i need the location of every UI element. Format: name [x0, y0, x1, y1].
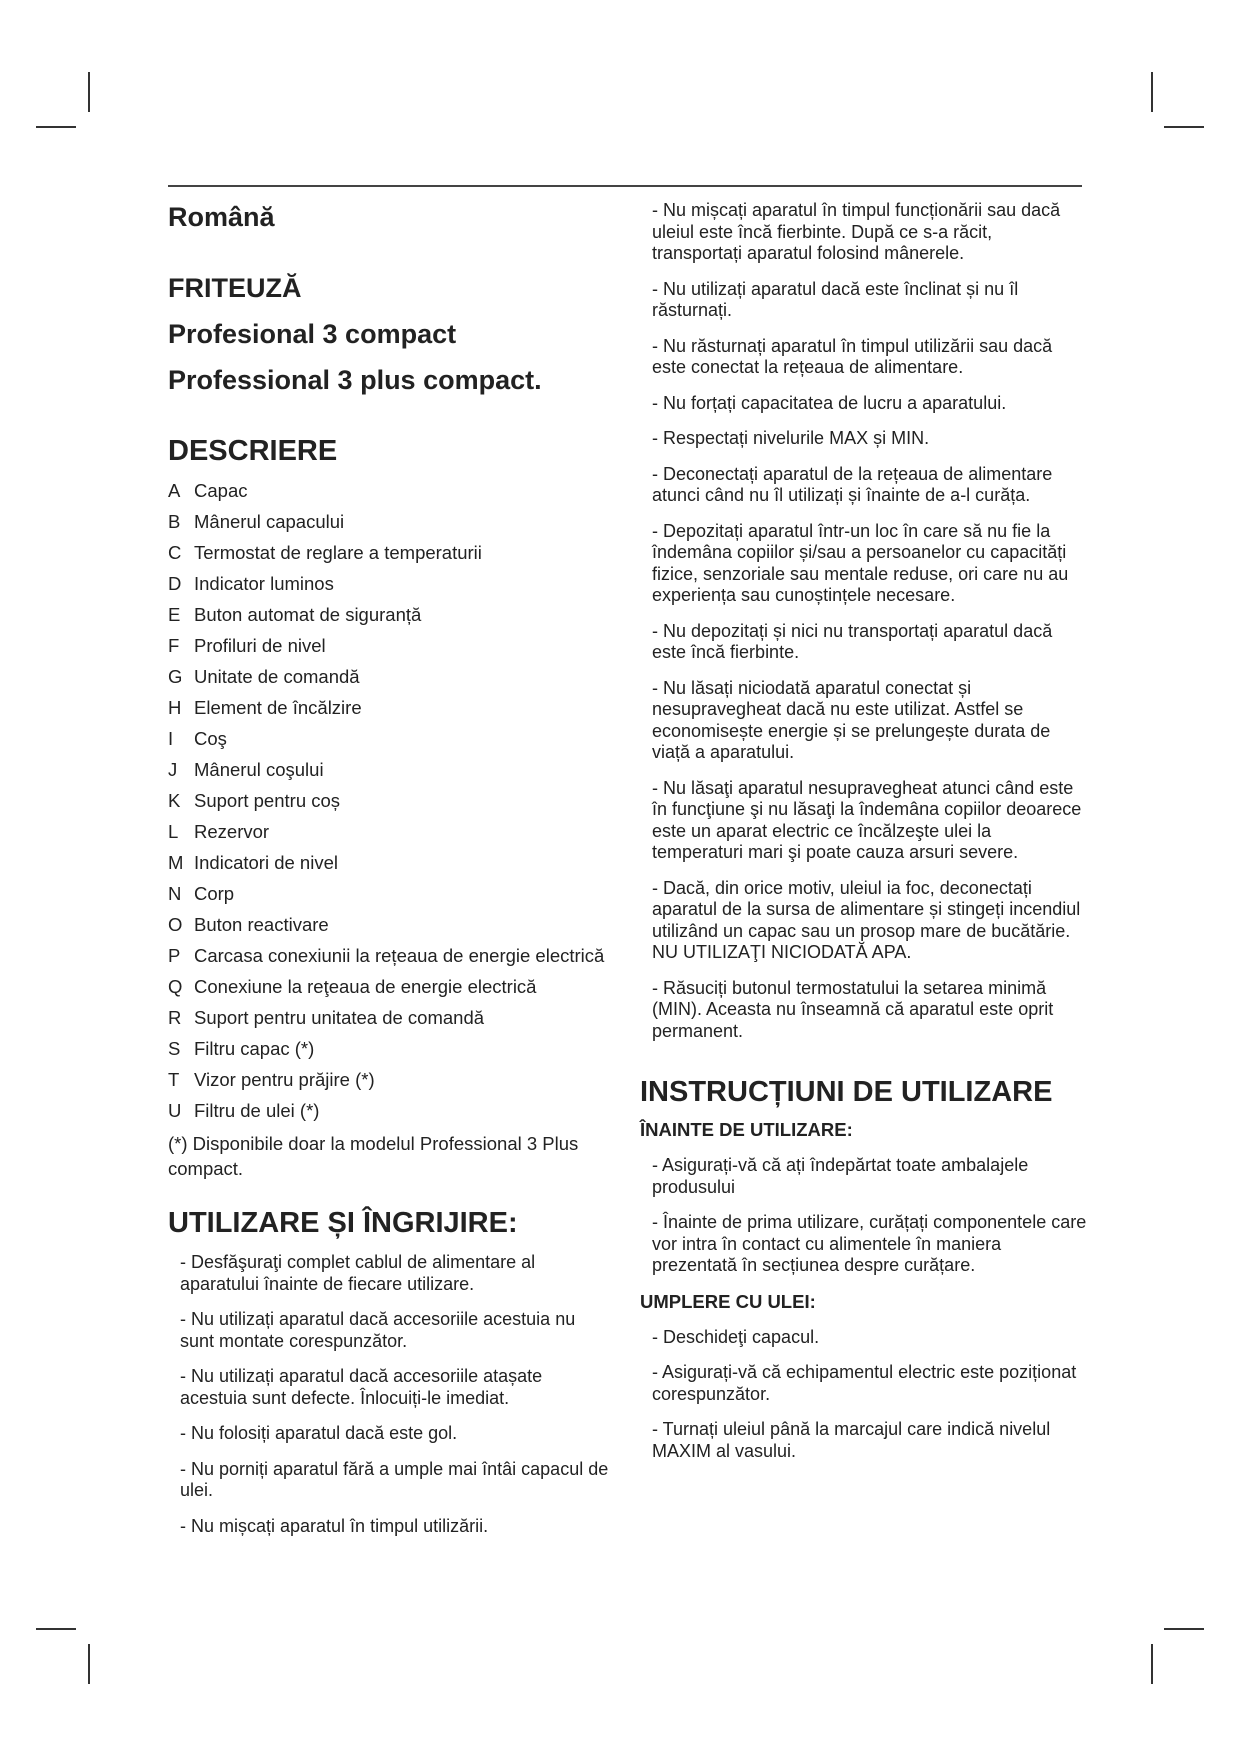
- bullet-item: - Deconectați aparatul de la rețeaua de alimentare atunci când nu îl utilizați și înainte de a-l curăța.: [652, 463, 1053, 505]
- description-item-text: Coş: [194, 728, 227, 749]
- description-item: [168, 945, 613, 966]
- description-item-letter: E: [168, 604, 181, 625]
- description-item: [168, 883, 613, 904]
- bullet-item: - Răsuciți butonul termostatului la setarea minimă (MIN). Aceasta nu înseamnă că aparatul este oprit permanent.: [652, 977, 1054, 1041]
- description-item-letter: I: [168, 728, 174, 749]
- bullet-item: - Asigurați-vă că echipamentul electric este poziționat corespunzător.: [652, 1362, 1077, 1404]
- description-item-letter: B: [168, 511, 181, 532]
- crop-mark: [1151, 72, 1153, 112]
- description-item: [168, 728, 613, 749]
- oil-fill-list: [642, 1327, 1087, 1463]
- crop-mark: [1164, 1628, 1204, 1630]
- crop-mark: [1151, 1644, 1153, 1684]
- usage-left-list: [168, 1252, 613, 1537]
- bullet-item: - Nu mișcați aparatul în timpul funcționării sau dacă uleiul este încă fierbinte. După ce s-a răcit, transportați aparatul folosind mânerele.: [652, 200, 1061, 263]
- description-item-text: Buton automat de siguranță: [194, 604, 422, 625]
- description-item-text: Filtru de ulei (*): [194, 1100, 320, 1121]
- description-item: [168, 573, 613, 594]
- instructions-heading: INSTRUCȚIUNI DE UTILIZARE: [640, 1076, 1053, 1108]
- description-item: [168, 697, 613, 718]
- description-item-text: Rezervor: [194, 821, 270, 842]
- bullet-item: - Nu depozitați și nici nu transportați aparatul dacă este încă fierbinte.: [652, 620, 1053, 662]
- description-item: [168, 604, 613, 625]
- description-item-letter: F: [168, 635, 180, 656]
- description-item-letter: J: [168, 759, 178, 780]
- oil-fill-heading: UMPLERE CU ULEI:: [640, 1290, 816, 1312]
- bullet-item: - Asigurați-vă că ați îndepărtat toate ambalajele produsului: [652, 1155, 1029, 1197]
- description-item-letter: S: [168, 1038, 181, 1059]
- bullet-item: - Nu folosiți aparatul dacă este gol.: [180, 1423, 458, 1443]
- description-item-text: Indicatori de nivel: [194, 852, 338, 873]
- before-use-list: [642, 1155, 1087, 1277]
- description-item: [168, 480, 613, 501]
- description-item-text: Indicator luminos: [194, 573, 334, 594]
- usage-right-list: [642, 200, 1087, 1042]
- description-list: [168, 480, 613, 1121]
- right-column: [642, 200, 1087, 1476]
- description-item: [168, 852, 613, 873]
- description-item: [168, 542, 613, 563]
- description-item: [168, 635, 613, 656]
- description-item-letter: P: [168, 945, 181, 966]
- description-item-text: Mânerul coşului: [194, 759, 324, 780]
- description-item-letter: R: [168, 1007, 182, 1028]
- description-item-text: Corp: [194, 883, 235, 904]
- description-item: [168, 759, 613, 780]
- product-model-1: Profesional 3 compact: [168, 319, 457, 349]
- crop-mark: [36, 126, 76, 128]
- description-item-letter: O: [168, 914, 183, 935]
- description-item: [168, 1038, 613, 1059]
- header-rule: [168, 185, 1082, 187]
- language-heading: Română: [168, 202, 275, 232]
- description-item-letter: L: [168, 821, 179, 842]
- description-item: [168, 1100, 613, 1121]
- product-type: FRITEUZĂ: [168, 273, 302, 303]
- bullet-item: - Dacă, din orice motiv, uleiul ia foc, deconectați aparatul de la sursa de alimentare și stingeți incendiul utilizând un capac sau un prosop mare de bucătărie. NU UTILIZAŢI NICIODATĂ APA.: [652, 877, 1081, 962]
- description-item-letter: T: [168, 1069, 180, 1090]
- description-item: [168, 1007, 613, 1028]
- bullet-item: - Nu utilizați aparatul dacă este înclinat și nu îl răsturnați.: [652, 278, 1019, 320]
- crop-mark: [1164, 126, 1204, 128]
- usage-heading: UTILIZARE ȘI ÎNGRIJIRE:: [168, 1207, 518, 1239]
- bullet-item: - Nu porniți aparatul fără a umple mai întâi capacul de ulei.: [180, 1458, 609, 1500]
- bullet-item: - Nu utilizați aparatul dacă accesoriile acestuia nu sunt montate corespunzător.: [180, 1309, 576, 1351]
- bullet-item: - Depozitați aparatul într-un loc în care să nu fie la îndemâna copiilor și/sau a persoanelor cu capacități fizice, senzoriale sau mentale reduse, ori care nu au experiența sau cunoștințele necesare.: [652, 520, 1069, 605]
- crop-mark: [88, 1644, 90, 1684]
- description-item-letter: H: [168, 697, 182, 718]
- description-item-letter: U: [168, 1100, 182, 1121]
- description-item: [168, 821, 613, 842]
- product-model-2: Professional 3 plus compact.: [168, 365, 542, 395]
- description-item: [168, 914, 613, 935]
- description-item-letter: K: [168, 790, 181, 811]
- description-heading: DESCRIERE: [168, 435, 338, 467]
- bullet-item: - Respectați nivelurile MAX și MIN.: [652, 428, 930, 448]
- description-item-text: Unitate de comandă: [194, 666, 360, 687]
- description-item-letter: Q: [168, 976, 183, 997]
- description-item-letter: M: [168, 852, 184, 873]
- description-item: [168, 511, 613, 532]
- bullet-item: - Turnați uleiul până la marcajul care indică nivelul MAXIM al vasului.: [652, 1419, 1051, 1461]
- crop-mark: [88, 72, 90, 112]
- bullet-item: - Deschideţi capacul.: [652, 1326, 820, 1347]
- crop-mark: [36, 1628, 76, 1630]
- description-item: [168, 790, 613, 811]
- description-item-letter: N: [168, 883, 182, 904]
- bullet-item: - Desfăşuraţi complet cablul de alimentare al aparatului înainte de fiecare utilizare.: [180, 1252, 536, 1294]
- description-item-text: Suport pentru unitatea de comandă: [194, 1007, 485, 1028]
- bullet-item: - Nu lăsaţi aparatul nesupravegheat atunci când este în funcţiune şi nu lăsaţi la îndemâna copiilor deoarece este un aparat electric ce încălzeşte ulei la temperaturi mari şi poate cauza arsuri severe.: [652, 777, 1082, 862]
- description-item-text: Vizor pentru prăjire (*): [194, 1069, 375, 1090]
- before-use-heading: ÎNAINTE DE UTILIZARE:: [640, 1119, 853, 1140]
- description-item-text: Capac: [194, 480, 248, 501]
- description-item-text: Suport pentru coș: [194, 790, 341, 811]
- bullet-item: - Nu lăsați niciodată aparatul conectat și nesupravegheat dacă nu este utilizat. Astfel se economisește energie și se prelungește durata de viață a aparatului.: [652, 677, 1051, 762]
- bullet-item: - Nu răsturnați aparatul în timpul utilizării sau dacă este conectat la rețeaua de alimentare.: [652, 335, 1053, 377]
- description-item-text: Carcasa conexiunii la rețeaua de energie electrică: [194, 945, 605, 966]
- description-item-text: Element de încălzire: [194, 697, 362, 718]
- description-item-text: Profiluri de nivel: [194, 635, 326, 656]
- description-item: [168, 976, 613, 997]
- bullet-item: - Nu mișcați aparatul în timpul utilizării.: [180, 1515, 489, 1536]
- left-column: [168, 200, 613, 1551]
- bullet-item: - Nu forțați capacitatea de lucru a aparatului.: [652, 392, 1007, 413]
- description-item-letter: G: [168, 666, 183, 687]
- description-item-text: Termostat de reglare a temperaturii: [194, 542, 482, 563]
- description-item-text: Conexiune la reţeaua de energie electrică: [194, 976, 537, 997]
- description-item-letter: C: [168, 542, 182, 563]
- description-item: [168, 666, 613, 687]
- description-item: [168, 1069, 613, 1090]
- description-item-letter: D: [168, 573, 182, 594]
- description-note: (*) Disponibile doar la modelul Professional 3 Plus compact.: [168, 1133, 579, 1179]
- description-item-text: Filtru capac (*): [194, 1038, 315, 1059]
- description-item-text: Mânerul capacului: [194, 511, 345, 532]
- description-item-text: Buton reactivare: [194, 914, 329, 935]
- bullet-item: - Înainte de prima utilizare, curățați componentele care vor intra în contact cu alimentele în maniera prezentată în secțiunea despre curățare.: [652, 1212, 1087, 1275]
- bullet-item: - Nu utilizați aparatul dacă accesoriile atașate acestuia sunt defecte. Înlocuiți-le imediat.: [180, 1366, 543, 1408]
- description-item-letter: A: [168, 480, 181, 501]
